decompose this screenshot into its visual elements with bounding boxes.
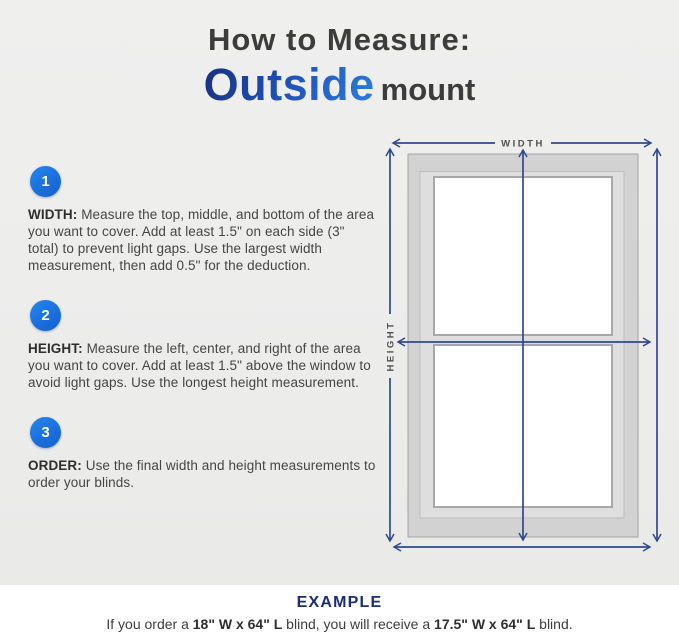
height-label: HEIGHT bbox=[385, 320, 397, 372]
example-suffix: blind. bbox=[535, 616, 573, 632]
step-1-body: Measure the top, middle, and bottom of the area you want to cover. Add at least 1.5" on each side (3" total) to prevent light gaps. Use the largest width measurement, then add 0.5" for the deduction. bbox=[28, 207, 375, 273]
step-1 bbox=[28, 166, 378, 274]
example-heading: EXAMPLE bbox=[296, 594, 383, 611]
step-2-number: 2 bbox=[41, 307, 50, 324]
title-block bbox=[0, 24, 679, 108]
step-3-text bbox=[28, 457, 376, 491]
page-title-line2 bbox=[0, 58, 679, 110]
page-title-line1: How to Measure: bbox=[207, 22, 472, 57]
step-2-number-badge bbox=[30, 300, 61, 331]
example-order-size: 18" W x 64" L bbox=[192, 616, 283, 632]
step-2-body: Measure the left, center, and right of the area you want to cover. Add at least 1.5" above the window to avoid light gaps. Use the longest height measurement. bbox=[28, 341, 371, 390]
step-2 bbox=[28, 300, 378, 391]
step-3-number: 3 bbox=[41, 424, 50, 441]
step-3-number-badge bbox=[30, 417, 61, 448]
step-3 bbox=[28, 417, 378, 491]
example-receive-size: 17.5" W x 64" L bbox=[434, 616, 536, 632]
example-middle: blind, you will receive a bbox=[282, 616, 435, 632]
steps-list bbox=[28, 166, 378, 517]
title-mount-word: mount bbox=[380, 71, 476, 107]
step-1-number: 1 bbox=[41, 173, 50, 190]
step-1-text bbox=[28, 206, 376, 274]
example-section bbox=[0, 585, 679, 644]
example-sentence bbox=[0, 616, 679, 632]
window-diagram bbox=[370, 125, 676, 590]
example-prefix: If you order a bbox=[106, 616, 193, 632]
step-3-label: ORDER: bbox=[28, 458, 82, 473]
step-2-label: HEIGHT: bbox=[28, 341, 83, 356]
width-label: WIDTH bbox=[501, 138, 545, 150]
step-1-number-badge bbox=[30, 166, 61, 197]
step-2-text bbox=[28, 340, 376, 391]
step-3-body: Use the final width and height measurements to order your blinds. bbox=[28, 458, 376, 490]
step-1-label: WIDTH: bbox=[28, 207, 78, 222]
title-mount-type: Outside bbox=[203, 58, 375, 110]
